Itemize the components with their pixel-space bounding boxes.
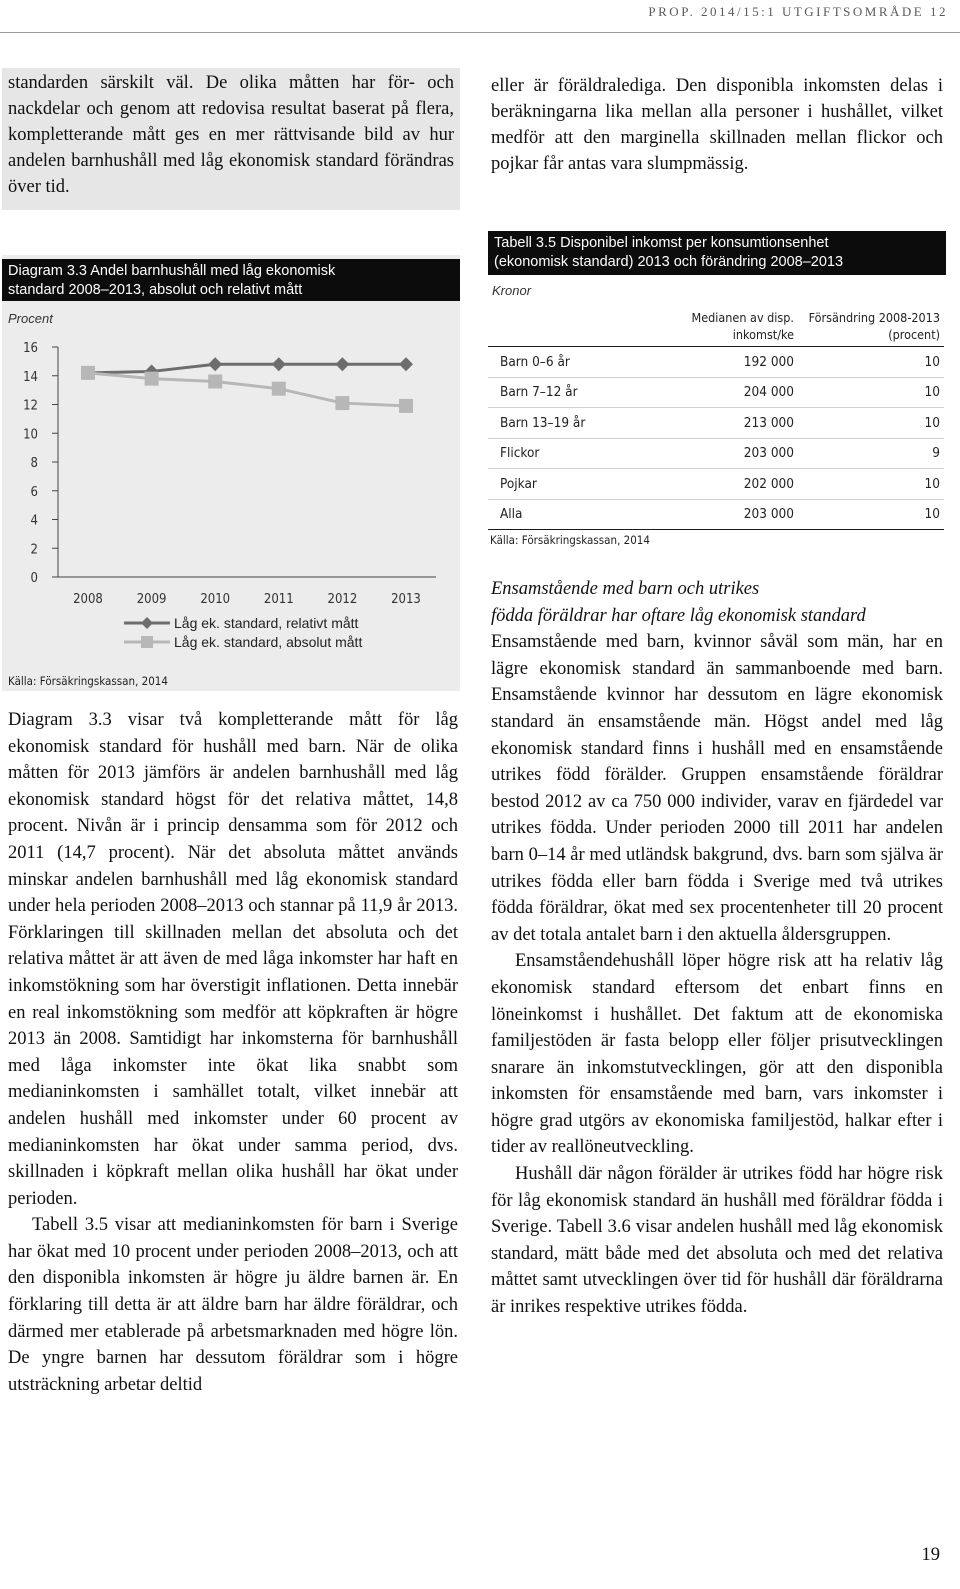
x-tick-label: 2010 — [200, 592, 231, 607]
table-header-label — [488, 309, 658, 346]
table-title-line2: (ekonomisk standard) 2013 och förändring 2008–2013 — [494, 254, 844, 270]
data-point-absolute — [145, 372, 159, 386]
row-median: 192 000 — [743, 353, 794, 370]
row-median: 204 000 — [743, 384, 794, 401]
legend-label: Låg ek. standard, absolut mått — [174, 634, 363, 650]
data-point-relative — [335, 357, 349, 371]
table-header-change-line1: Försändring 2008-2013 — [808, 310, 940, 325]
intro-text: standarden särskilt väl. De olika måtten har för- och nackdelar och genom att redovisa resultat baserat på flera, kompletterande mått ges en mer rättvisande bild av hur andelen barnhushåll med låg ekonomisk standard förändras över tid. — [8, 73, 454, 197]
diagram-title — [2, 259, 460, 301]
data-point-relative — [208, 357, 222, 371]
row-change: 10 — [924, 353, 940, 370]
table-title-line1: Tabell 3.5 Disponibel inkomst per konsumtionsenhet — [494, 235, 829, 251]
row-change: 10 — [924, 414, 940, 431]
row-change: 10 — [924, 506, 940, 523]
diagram-box — [2, 255, 460, 691]
diagram-title-line1: Diagram 3.3 Andel barnhushåll med låg ekonomisk — [8, 263, 336, 279]
table-row — [488, 347, 944, 378]
diagram-unit: Procent — [8, 311, 53, 326]
diagram-title-line2: standard 2008–2013, absolut och relativt mått — [8, 282, 303, 298]
section-heading-line2: födda föräldrar har oftare låg ekonomisk standard — [491, 605, 866, 626]
row-label: Flickor — [500, 445, 540, 462]
table-block — [488, 231, 946, 547]
row-median: 213 000 — [743, 414, 794, 431]
page-number: 19 — [921, 1545, 940, 1565]
right-paragraph-3: Hushåll där någon förälder är utrikes född har högre risk för låg ekonomisk standard än hushåll med föräldrar födda i Sverige. Tabell 3.6 visar andelen hushåll med låg ekonomisk standard, mätt både med det absoluta och med det relativa måttet samt utvecklingen över tid för hushåll där föräldrarna är inrikes respektive utrikes födda. — [491, 1164, 943, 1318]
data-point-relative — [272, 357, 286, 371]
table-source: Källa: Försäkringskassan, 2014 — [490, 533, 650, 547]
row-label: Pojkar — [500, 475, 537, 492]
y-tick-label: 16 — [23, 341, 38, 356]
data-point-absolute — [335, 396, 349, 410]
y-tick-label: 4 — [30, 513, 38, 529]
x-tick-label: 2012 — [327, 592, 358, 607]
y-tick-label: 6 — [30, 484, 38, 500]
left-body-text — [8, 707, 458, 1398]
table-header-row — [488, 309, 944, 347]
header-divider — [0, 32, 960, 33]
table-title — [488, 231, 946, 275]
y-tick-label: 10 — [23, 427, 38, 443]
income-table — [488, 309, 944, 530]
y-tick-label: 12 — [23, 398, 38, 414]
table-row — [488, 408, 944, 439]
right-paragraph-1: Ensamstående med barn, kvinnor såväl som män, har en lägre ekonomisk standard än sammanboende med barn. Ensamstående kvinnor har dessutom en lägre ekonomisk standard än ensamstående män. Högst andel med låg ekonomisk standard finns i hushåll med en ensamstående utrikes född förälder. Gruppen ensamstående föräldrar bestod 2012 av ca 750 000 individer, varav en fjärdedel var utrikes födda. Under perioden 2000 till 2011 har andelen barn 0–14 år med utländsk bakgrund, dvs. barn som själva är utrikes födda eller barn födda i Sverige med två utrikes födda föräldrar, ökat med sex procentenheter till 20 procent av det totala antalet barn i den aktuella åldersgruppen. — [491, 632, 943, 945]
table-row — [488, 500, 944, 531]
right-paragraph-2: Ensamståendehushåll löper högre risk att ha relativ låg ekonomisk standard eftersom det enbart finns en löneinkomst i hushållet. Det faktum att de ekonomiska familjestöden är fasta belopp eller följer prisutvecklingen snarare än inkomstutvecklingen, gör att den disponibla inkomsten för ensamstående med barn, vars inkomster i högre grad utgörs av ekonomiska familjestöd, halkar efter i tider av reallöneutveckling. — [491, 951, 943, 1158]
x-tick-label: 2009 — [136, 592, 167, 607]
legend-marker-diamond — [141, 617, 153, 629]
section-heading-line1: Ensamstående med barn och utrikes — [491, 579, 760, 599]
diagram-source: Källa: Försäkringskassan, 2014 — [8, 674, 168, 688]
legend-marker-square — [141, 636, 153, 648]
right-top-text — [491, 73, 943, 177]
legend-label: Låg ek. standard, relativt mått — [174, 615, 359, 631]
data-point-relative — [399, 357, 413, 371]
table-unit: Kronor — [492, 283, 532, 298]
row-median: 202 000 — [743, 475, 794, 492]
right-top-paragraph: eller är föräldralediga. Den disponibla inkomsten delas i beräkningarna lika mellan alla personer i hushållet, vilket medför att den marginella skillnaden mellan flickor och pojkar får antas vara slumpmässig. — [491, 76, 943, 174]
row-median: 203 000 — [743, 445, 794, 462]
data-point-absolute — [208, 375, 222, 389]
table-header-change-line2: (procent) — [888, 327, 940, 342]
row-label: Barn 13–19 år — [500, 414, 586, 431]
left-paragraph-1: Diagram 3.3 visar två kompletterande mått för låg ekonomisk standard för hushåll med barn. När de olika måtten för 2013 jämförs är andelen barnhushåll med låg ekonomisk standard högst för det relativa måttet, 14,8 procent. Nivån är i princip densamma som för 2012 och 2011 (14,7 procent). När det absoluta måttet används minskar andelen barnhushåll med låg ekonomisk standard under hela perioden 2008–2013 och stannar på 11,9 år 2013. Förklaringen till skillnaden mellan det absoluta och det relativa måttet är att även de med låga inkomster har haft en inkomstökning som har överstigit inflationen. Detta innebär en real inkomstökning som medför att köpkraften är högre 2013 än 2008. Samtidigt har inkomsterna för barnhushåll med låga inkomster inte ökat lika snabbt som medianinkomsten i samhället totalt, vilket innebär att andelen hushåll med inkomster under 60 procent av medianinkomsten har ökat under samma period, dvs. skillnaden i köpkraft mellan olika hushåll har ökat under perioden. — [8, 710, 458, 1209]
table-row — [488, 378, 944, 409]
row-change: 10 — [924, 384, 940, 401]
left-paragraph-2: Tabell 3.5 visar att medianinkomsten för barn i Sverige har ökat med 10 procent under perioden 2008–2013, och att den disponibla inkomsten är högre ju äldre barnen är. En förklaring till detta är att äldre barn har äldre föräldrar, och därmed mer etablerade på arbetsmarknaden med högre lön. De yngre barnen har dessutom föräldrar som i högre utsträckning arbetar deltid — [8, 1215, 458, 1395]
table-header-median-line2: inkomst/ke — [732, 327, 794, 342]
right-body-text — [491, 576, 943, 1321]
table-row — [488, 439, 944, 470]
y-tick-label: 2 — [30, 542, 38, 558]
row-change: 10 — [924, 475, 940, 492]
y-tick-label: 14 — [23, 369, 38, 385]
x-tick-label: 2013 — [391, 592, 421, 607]
row-label: Alla — [500, 506, 523, 523]
x-tick-label: 2008 — [73, 592, 103, 607]
table-header-median — [658, 309, 794, 346]
intro-box — [2, 68, 460, 210]
y-tick-label: 8 — [30, 456, 38, 471]
row-label: Barn 7–12 år — [500, 384, 578, 401]
data-point-absolute — [399, 399, 413, 413]
series-line-2 — [88, 373, 406, 406]
row-label: Barn 0–6 år — [500, 353, 570, 370]
data-point-absolute — [81, 366, 95, 380]
section-heading — [491, 576, 943, 629]
running-header: PROP. 2014/15:1 UTGIFTSOMRÅDE 12 — [648, 4, 948, 19]
series-line-1 — [88, 364, 406, 373]
data-point-absolute — [272, 382, 286, 396]
x-tick-label: 2011 — [263, 592, 294, 607]
line-chart — [2, 327, 460, 667]
table-row — [488, 469, 944, 500]
row-change: 9 — [932, 445, 940, 462]
table-header-change — [794, 309, 940, 346]
row-median: 203 000 — [743, 506, 794, 523]
y-tick-label: 0 — [30, 571, 38, 586]
table-header-median-line1: Medianen av disp. — [691, 310, 794, 325]
